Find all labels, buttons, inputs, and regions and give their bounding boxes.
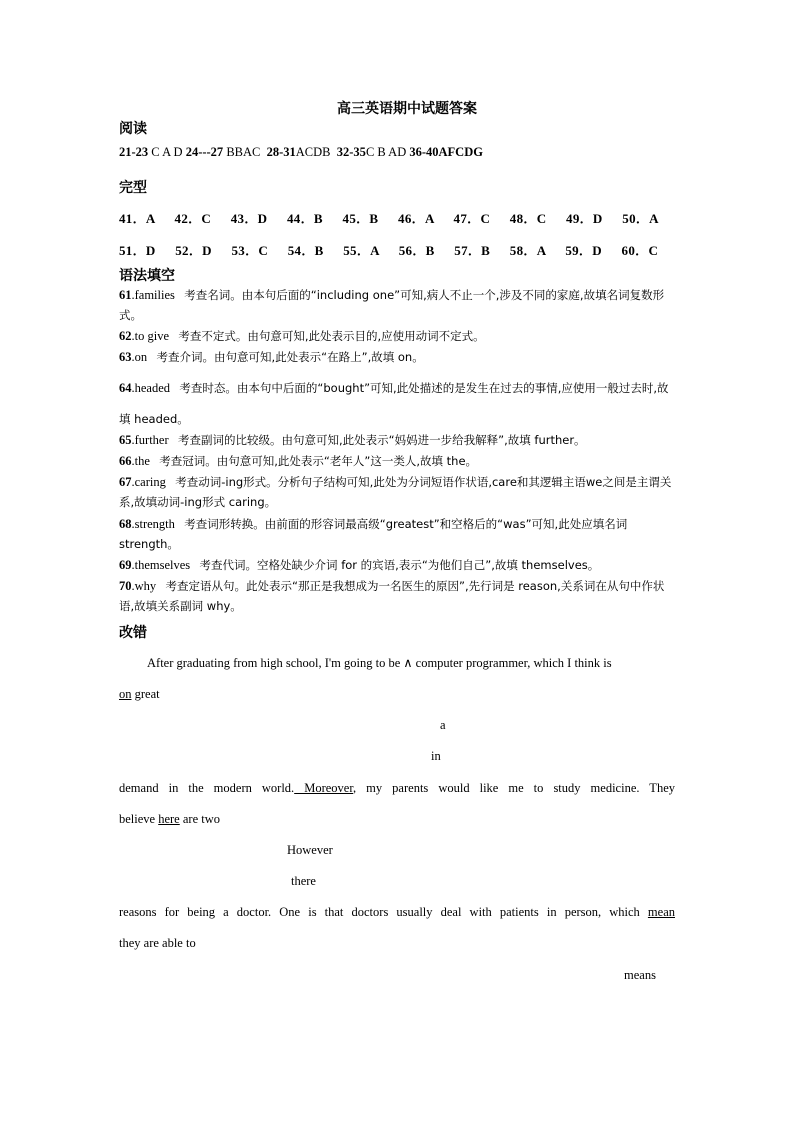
reading-range-5: 36-40AFCDG: [409, 145, 483, 159]
item-answer: .on: [131, 350, 148, 364]
item-note: 考查副词的比较级。由句意可知,此处表示“妈妈进一步给我解释”,故填 further。: [178, 433, 586, 447]
reading-ans-1: C A D: [148, 145, 186, 159]
item-answer: .families: [131, 288, 175, 302]
item-number: 69: [119, 558, 132, 572]
item-note: 考查名词。由本句后面的“including one”可知,病人不止一个,涉及不同的家庭,故填名词复数形式。: [119, 288, 665, 322]
reading-ans-2: BBAC: [223, 145, 267, 159]
item-answer: .why: [131, 579, 157, 593]
grammar-item: [119, 555, 677, 575]
item-number: 62: [119, 329, 132, 343]
item-number: 70: [119, 579, 132, 593]
correction-mark: means: [624, 968, 656, 982]
grammar-item: [119, 451, 677, 471]
reading-range-4: 32-35: [336, 145, 366, 159]
correction-mark: there: [291, 874, 316, 888]
item-number: 65: [119, 433, 132, 447]
grammar-item: [119, 472, 677, 512]
page-title: 高三英语期中试题答案: [337, 101, 477, 117]
error-word: on: [119, 687, 132, 701]
item-note: 考查时态。由本句中后面的“bought”可知,此处描述的是发生在过去的事情,应使用一般过去时,故填 headed。: [119, 381, 669, 426]
item-answer: .caring: [131, 475, 166, 489]
reading-range-2: 24---27: [185, 145, 224, 159]
grammar-item: [119, 430, 677, 450]
item-note: 考查词形转换。由前面的形容词最高级“greatest”和空格后的“was”可知,此处应填名词 strength。: [119, 517, 628, 551]
item-note: 考查不定式。由句意可知,此处表示目的,应使用动词不定式。: [178, 329, 485, 343]
item-answer: .themselves: [131, 558, 191, 572]
grammar-item: [119, 373, 677, 435]
correction-paragraph-5: they are able to: [119, 936, 196, 950]
reading-range-3: 28-31: [266, 145, 296, 159]
passage-text: reasons for being a doctor. One is that doctors usually deal with patients in person, which: [119, 905, 648, 919]
passage-text: believe: [119, 812, 159, 826]
correction-mark: However: [287, 843, 333, 857]
item-number: 68: [119, 517, 132, 531]
passage-text: great: [131, 687, 160, 701]
reading-ans-4: C B AD: [365, 145, 410, 159]
item-number: 63: [119, 350, 132, 364]
passage-text: are two: [179, 812, 220, 826]
item-note: 考查定语从句。此处表示“那正是我想成为一名医生的原因”,先行词是 reason,关系词在从句中作状语,故填关系副词 why。: [119, 579, 665, 613]
item-note: 考查动词-ing形式。分析句子结构可知,此处为分词短语作状语,care和其逻辑主语we之间是主谓关系,故填动词-ing形式 caring。: [119, 475, 672, 509]
item-number: 64: [119, 381, 132, 395]
grammar-item: [119, 576, 677, 616]
grammar-heading: 语法填空: [119, 268, 175, 284]
item-answer: .headed: [131, 381, 171, 395]
item-note: 考查代词。空格处缺少介词 for 的宾语,表示“为他们自己”,故填 themselves。: [199, 558, 600, 572]
passage-text: After graduating from high school, I'm going to be ∧ computer programmer, which I think is: [147, 656, 612, 670]
correction-mark: a: [440, 718, 446, 732]
cloze-answers-row-2: 51．D 52．D 53．C 54．B 55．A 56．B 57．B 58．A 59．D 60．C: [119, 243, 659, 258]
item-number: 67: [119, 475, 132, 489]
correction-paragraph-2: [119, 773, 675, 804]
reading-range-1: 21-23: [119, 145, 149, 159]
correction-heading: 改错: [119, 625, 147, 641]
error-word: mean: [647, 905, 675, 919]
item-answer: .further: [131, 433, 169, 447]
passage-text: demand in the modern world.: [119, 781, 295, 795]
reading-ans-3: ACDB: [295, 145, 337, 159]
correction-mark: in: [431, 749, 441, 763]
correction-paragraph-3: [119, 804, 675, 835]
item-number: 66: [119, 454, 132, 468]
cloze-answers-row-1: 41．A 42．C 43．D 44．B 45．B 46．A 47．C 48．C 49．D 50．A: [119, 211, 659, 226]
grammar-item: [119, 347, 677, 367]
correction-paragraph-1: [119, 648, 675, 710]
grammar-item: [119, 326, 677, 346]
item-number: 61: [119, 288, 132, 302]
error-word: here: [158, 812, 180, 826]
reading-answers: [119, 145, 483, 160]
grammar-item: [119, 285, 677, 325]
item-answer: .strength: [131, 517, 175, 531]
error-word: Moreover: [294, 781, 354, 795]
reading-heading: 阅读: [119, 121, 147, 137]
correction-paragraph-4: [119, 897, 675, 928]
passage-text: , my parents would like me to study medicine. They: [353, 781, 675, 795]
cloze-heading: 完型: [119, 180, 147, 196]
item-note: 考查介词。由句意可知,此处表示“在路上”,故填 on。: [156, 350, 424, 364]
item-answer: .the: [131, 454, 150, 468]
grammar-item: [119, 514, 677, 554]
item-answer: .to give: [131, 329, 169, 343]
item-note: 考查冠词。由句意可知,此处表示“老年人”这一类人,故填 the。: [159, 454, 478, 468]
